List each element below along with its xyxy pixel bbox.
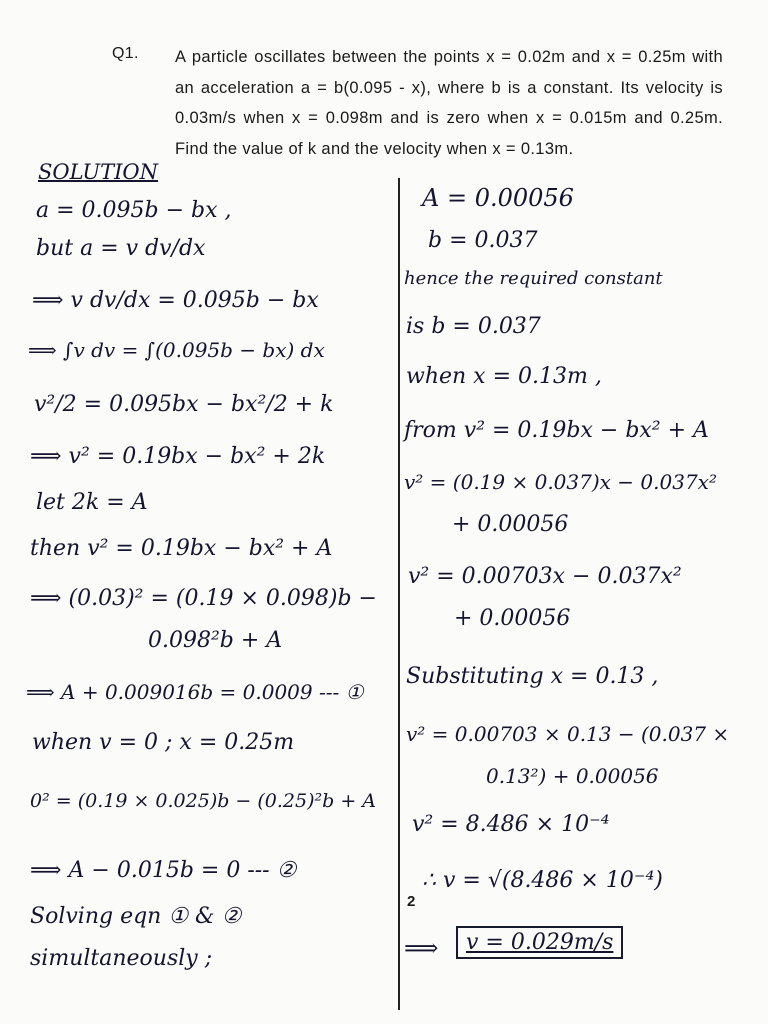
- solution-right-line: ∴ v = √(8.486 × 10⁻⁴): [422, 868, 663, 893]
- solution-right-line: 0.13²) + 0.00056: [486, 764, 659, 788]
- solution-left-line: Solving eqn ① & ②: [30, 904, 242, 929]
- solution-left-line: but a = v dv/dx: [36, 236, 206, 261]
- solution-left-line: 0² = (0.19 × 0.025)b − (0.25)²b + A: [30, 790, 377, 812]
- solution-right-line: from v² = 0.19bx − bx² + A: [404, 418, 709, 443]
- solution-left-line: simultaneously ;: [30, 946, 213, 971]
- solution-right-line: hence the required constant: [404, 268, 663, 289]
- solution-left-line: a = 0.095b − bx ,: [36, 198, 232, 223]
- solution-right-line: + 0.00056: [452, 512, 569, 537]
- solution-right-line: when x = 0.13m ,: [406, 364, 602, 389]
- question-number: Q1.: [112, 45, 139, 62]
- solution-right-line: b = 0.037: [428, 228, 538, 253]
- solution-right-line: + 0.00056: [454, 606, 571, 631]
- solution-left-line: ⟹ ∫v dv = ∫(0.095b − bx) dx: [28, 338, 325, 362]
- solution-right-line: v² = 8.486 × 10⁻⁴: [412, 812, 610, 837]
- solution-left-line: 0.098²b + A: [148, 628, 283, 653]
- page-number: 2: [407, 893, 416, 910]
- final-answer-value: v = 0.029m/s: [466, 930, 614, 955]
- solution-left-line: ⟹ A + 0.009016b = 0.0009 --- ①: [26, 680, 364, 704]
- solution-right-line: is b = 0.037: [406, 314, 541, 339]
- solution-left-line: when v = 0 ; x = 0.25m: [32, 730, 295, 755]
- solution-right-line: v² = 0.00703x − 0.037x²: [408, 564, 682, 589]
- solution-heading: SOLUTION: [38, 160, 158, 184]
- solution-right-line: v² = 0.00703 × 0.13 − (0.037 ×: [406, 722, 730, 746]
- column-divider: [398, 178, 400, 1010]
- solution-right-line: A = 0.00056: [422, 184, 574, 212]
- solution-left-line: ⟹ A − 0.015b = 0 --- ②: [30, 858, 297, 883]
- solution-right-line: ⟹: [404, 934, 439, 962]
- solution-right-line: v² = (0.19 × 0.037)x − 0.037x²: [404, 470, 717, 494]
- solution-left-line: v²/2 = 0.095bx − bx²/2 + k: [34, 392, 334, 417]
- solution-right-line: Substituting x = 0.13 ,: [406, 664, 659, 689]
- solution-left-line: ⟹ v² = 0.19bx − bx² + 2k: [30, 444, 326, 469]
- solution-left-line: ⟹ v dv/dx = 0.095b − bx: [32, 288, 319, 313]
- question-text: A particle oscillates between the points x = 0.02m and x = 0.25m with an acceleration a = b(0.095 - x), where b is a constant. Its velocity is 0.03m/s when x = 0.098m and is zero when x = 0.015m and 0.25m. Find the value of k and the velocity when x = 0.13m.: [175, 48, 723, 158]
- solution-left-line: then v² = 0.19bx − bx² + A: [30, 536, 333, 561]
- solution-left-line: ⟹ (0.03)² = (0.19 × 0.098)b −: [30, 586, 377, 611]
- final-answer: [456, 926, 623, 959]
- solution-left-line: let 2k = A: [36, 490, 148, 515]
